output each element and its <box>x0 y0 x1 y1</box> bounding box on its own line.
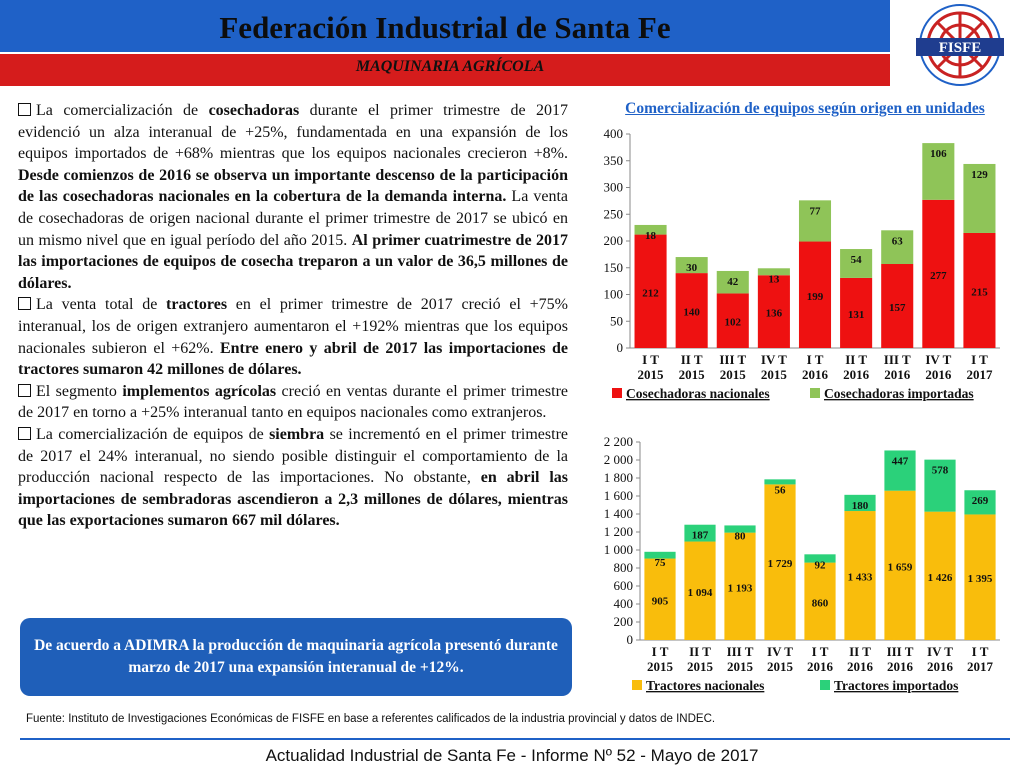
x-tick-label: I T <box>971 644 989 659</box>
y-tick-label: 1 400 <box>603 506 633 521</box>
x-tick-label: 2015 <box>767 659 793 674</box>
data-label: 269 <box>971 495 989 508</box>
data-label: 140 <box>683 306 700 319</box>
footer-rule <box>20 738 1010 740</box>
x-tick-label: III T <box>726 644 754 659</box>
data-label: 578 <box>931 464 949 477</box>
x-tick-label: 2016 <box>925 367 952 382</box>
x-tick-label: 2015 <box>719 367 746 382</box>
y-tick-label: 1 200 <box>603 524 633 539</box>
paragraph-siembra: La comercialización de equipos de siembra se incrementó en el primer trimestre de 2017 el 24% interanual, no siendo posible distinguir el comportamiento de la producción nacional respecto de las importaciones. No obstante, en abril las importaciones de sembradoras ascendieron a 2,3 millones de dólares, mientras que las exportaciones sumaron 667 mil dólares. <box>18 425 568 530</box>
data-label: 1 193 <box>727 582 753 595</box>
data-label: 1 395 <box>967 573 993 586</box>
data-label: 136 <box>765 307 783 320</box>
x-tick-label: 2015 <box>637 367 664 382</box>
y-tick-label: 300 <box>603 179 623 195</box>
y-tick-label: 1 000 <box>603 542 633 557</box>
data-label: 157 <box>888 302 906 315</box>
data-label: 1 426 <box>927 571 953 584</box>
data-label: 75 <box>654 556 666 569</box>
x-tick-label: II T <box>845 352 868 367</box>
y-tick-label: 150 <box>603 259 623 275</box>
y-tick-label: 800 <box>613 560 633 575</box>
logo-text: FISFE <box>938 40 982 56</box>
data-label: 215 <box>971 286 988 299</box>
y-tick-label: 600 <box>613 578 633 593</box>
data-label: 860 <box>811 597 829 610</box>
paragraph-tractores: La venta total de tractores en el primer trimestre de 2017 creció el +75% interanual, los de origen extranjero aumentaron el +192% mientras que los equipos nacionales subieron el +62%. Entre enero y abril de 2017 las importaciones de tractores sumaron 42 millones de dólares. <box>18 296 568 379</box>
x-tick-label: 2016 <box>887 659 913 674</box>
tractores-chart <box>590 430 1010 710</box>
y-tick-label: 1 800 <box>603 470 633 485</box>
x-tick-label: 2015 <box>678 367 705 382</box>
x-tick-label: IV T <box>760 352 787 367</box>
data-label: 106 <box>930 148 947 161</box>
x-tick-label: I T <box>806 352 824 367</box>
x-tick-label: IV T <box>925 352 952 367</box>
x-tick-label: IV T <box>767 644 793 659</box>
data-label: 277 <box>930 269 947 282</box>
x-tick-label: II T <box>849 644 871 659</box>
x-tick-label: I T <box>971 352 988 367</box>
y-tick-label: 250 <box>603 206 623 222</box>
checkbox-bullet-icon <box>18 427 31 440</box>
data-label: 1 729 <box>767 558 793 571</box>
x-tick-label: III T <box>886 644 914 659</box>
paragraph-implementos: El segmento implementos agrícolas creció en ventas durante el primer trimestre de 2017 en torno a +25% interanual tanto en equipos nacionales como extranjeros. <box>18 382 569 422</box>
adimra-callout: De acuerdo a ADIMRA la producción de maquinaria agrícola presentó durante marzo de 2017 una expansión interanual de +12%. <box>20 618 572 696</box>
data-label: 54 <box>850 254 862 267</box>
legend-label: Tractores nacionales <box>646 678 765 693</box>
data-label: 18 <box>645 229 657 242</box>
data-label: 905 <box>651 595 669 608</box>
x-tick-label: I T <box>642 352 659 367</box>
x-tick-label: IV T <box>927 644 953 659</box>
legend-label: Cosechadoras nacionales <box>626 386 770 401</box>
x-tick-label: 2015 <box>687 659 713 674</box>
page-title: Federación Industrial de Santa Fe <box>219 10 671 45</box>
checkbox-bullet-icon <box>18 297 31 310</box>
data-label: 77 <box>809 205 821 218</box>
data-label: 13 <box>768 273 780 286</box>
y-tick-label: 0 <box>616 340 623 355</box>
data-label: 63 <box>891 235 903 248</box>
data-label: 199 <box>806 290 824 303</box>
x-tick-label: 2016 <box>807 659 833 674</box>
fisfe-logo <box>900 0 1020 90</box>
x-tick-label: 2016 <box>884 367 911 382</box>
data-label: 180 <box>851 499 869 512</box>
data-label: 56 <box>774 484 786 497</box>
data-label: 447 <box>891 455 909 468</box>
data-label: 131 <box>847 308 865 321</box>
x-tick-label: 2017 <box>966 367 993 382</box>
y-tick-label: 50 <box>610 313 623 329</box>
y-tick-label: 0 <box>626 632 633 647</box>
x-tick-label: I T <box>651 644 669 659</box>
page-subtitle: MAQUINARIA AGRÍCOLA <box>355 58 545 75</box>
chart-title: Comercialización de equipos según origen en unidades <box>625 100 985 117</box>
x-tick-label: 2016 <box>927 659 953 674</box>
legend-swatch <box>810 388 820 398</box>
y-tick-label: 400 <box>613 596 633 611</box>
legend-swatch <box>820 680 830 690</box>
body-text <box>18 100 568 532</box>
paragraph-cosechadoras: La comercialización de cosechadoras durante el primer trimestre de 2017 evidenció un alza interanual de +25%, fundamentada en una expansión de los equipos importados de +68% mientras que los equipos nacionales crecieron +8%. Desde comienzos de 2016 se observa un importante descenso de la participación de las cosechadoras nacionales en la cobertura de la demanda interna. La venta de cosechadoras de origen nacional durante el primer trimestre de 2017 se ubicó en un mismo nivel que en igual período del año 2015. Al primer cuatrimestre de 2017 las importaciones de equipos de cosecha treparon a un valor de 36,5 millones de dólares. <box>18 102 568 292</box>
source-note: Fuente: Instituto de Investigaciones Económicas de FISFE en base a referentes calificados de la industria provincial y datos de INDEC. <box>26 713 716 725</box>
legend-label: Tractores importados <box>834 678 959 693</box>
y-tick-label: 2 200 <box>603 434 633 449</box>
y-tick-label: 2 000 <box>603 452 633 467</box>
x-tick-label: 2016 <box>847 659 873 674</box>
data-label: 1 433 <box>847 571 873 584</box>
legend-swatch <box>612 388 622 398</box>
data-label: 102 <box>724 316 742 329</box>
data-label: 187 <box>691 529 709 542</box>
x-tick-label: I T <box>811 644 829 659</box>
data-label: 80 <box>734 530 746 543</box>
data-label: 1 659 <box>887 561 913 574</box>
y-tick-label: 200 <box>603 233 623 248</box>
data-label: 30 <box>686 262 698 275</box>
data-label: 42 <box>727 275 739 288</box>
legend-swatch <box>632 680 642 690</box>
x-tick-label: 2016 <box>843 367 870 382</box>
y-tick-label: 100 <box>603 286 623 302</box>
y-tick-label: 1 600 <box>603 488 633 503</box>
x-tick-label: 2015 <box>760 367 787 382</box>
data-label: 212 <box>642 287 659 300</box>
y-tick-label: 400 <box>603 126 623 141</box>
data-label: 129 <box>971 168 988 181</box>
checkbox-bullet-icon <box>18 103 31 116</box>
y-tick-label: 200 <box>613 614 633 629</box>
x-tick-label: III T <box>883 352 911 367</box>
checkbox-bullet-icon <box>18 384 31 397</box>
legend-label: Cosechadoras importadas <box>824 386 974 401</box>
cosechadoras-chart <box>590 120 1010 420</box>
x-tick-label: III T <box>719 352 747 367</box>
x-tick-label: 2015 <box>647 659 673 674</box>
x-tick-label: 2015 <box>727 659 753 674</box>
x-tick-label: 2016 <box>802 367 828 382</box>
y-tick-label: 350 <box>603 152 623 168</box>
x-tick-label: 2017 <box>967 659 993 674</box>
footer-text: Actualidad Industrial de Santa Fe - Informe Nº 52 - Mayo de 2017 <box>265 746 759 765</box>
x-tick-label: II T <box>680 352 703 367</box>
x-tick-label: II T <box>689 644 711 659</box>
data-label: 92 <box>814 559 826 572</box>
data-label: 1 094 <box>687 586 713 599</box>
